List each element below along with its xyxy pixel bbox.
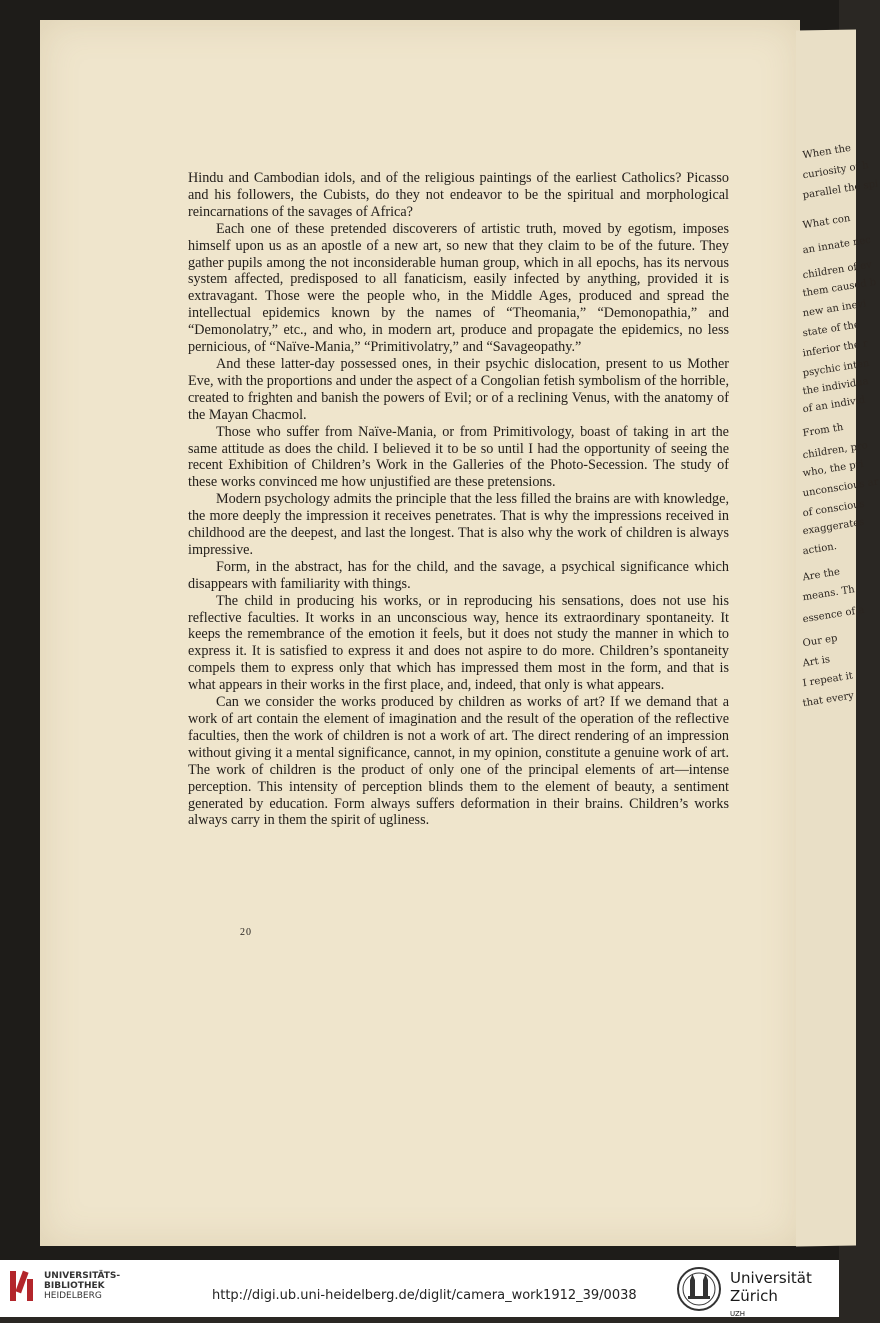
adjacent-page-text: of an individ <box>802 394 866 416</box>
paragraph: And these latter-day possessed ones, in their psychic dislocation, present to us Mother Eve, with the proportions and under the aspect of a Congolian fetish symbolism of the horrible, created to frighten and banish the powers of Evil; or of a reclining Venus, with the anatomy of the Mayan Chacmol. <box>188 355 729 423</box>
adjacent-page-text: Are the <box>802 566 841 584</box>
page-number: 20 <box>240 927 252 938</box>
adjacent-page-text: From th <box>802 422 844 440</box>
adjacent-page-text: parallel the spi <box>802 178 879 202</box>
paragraph: Can we consider the works produced by children as works of art? If we demand that a work of art contain the element of imagination and the result of the operation of the reflective faculties, then the work of children is not a work of art. The direct rendering of an impression without giving it a mental significance, cannot, in my opinion, constitute a genuine work of art. The work of children is the product of only one of the principal elements of art—intense perception. This intensity of perception blinds them to the element of beauty, a sentiment generated by education. Form always suffers deformation in their brains. Children’s works always carry in them the spirit of ugliness. <box>188 694 729 829</box>
library-name-line1: UNIVERSITÄTS- <box>44 1271 121 1281</box>
adjacent-page-text: of conscious <box>802 498 866 520</box>
university-city: Zürich <box>730 1287 778 1305</box>
paragraph: Each one of these pretended discoverers of artistic truth, moved by egotism, imposes himself upon us as an apostle of a new art, so new that they claim to be of the future. They gather pupils among the not inconsiderable human group, which in all epochs, has its nervous system affected, predisposed to all fanaticism, easily infected by anything, provided it is extravagant. Those were the people who, in the Middle Ages, produced and spread the intellectual epidemics known by the names of “Theomania,” “Demonopathia,” and “Demonolatry,” etc., and who, in modern art, produce and propagate the epidemics, no less pernicious, of “Naïve-Mania,” “Primitivolatry,” and “Savageopathy.” <box>188 220 729 356</box>
university-abbrev: UZH <box>730 1310 746 1318</box>
document-url[interactable]: http://digi.ub.uni-heidelberg.de/diglit/camera_work1912_39/0038 <box>212 1288 637 1303</box>
adjacent-page-text: an innate nec <box>802 234 872 257</box>
adjacent-page-text: means. Th <box>802 584 856 604</box>
zurich-seal-icon <box>676 1266 722 1312</box>
adjacent-page-text: essence of a <box>802 604 866 626</box>
adjacent-page-text: new an inevi <box>802 298 868 320</box>
adjacent-page-text: When the <box>802 142 852 162</box>
adjacent-page-text: who, the pri <box>802 458 865 480</box>
viewer-footer <box>0 1260 839 1317</box>
adjacent-page-text: exaggerates <box>802 516 865 538</box>
paragraph: Modern psychology admits the principle that the less filled the brains are with knowledge, the more deeply the impression it receives penetrates. That is why the impressions received in childhood are the deepest, and last the longest. That is also why the work of children is always impressive. <box>188 491 729 558</box>
paragraph: Those who suffer from Naïve-Mania, or from Primitivology, boast of taking in art the same attitude as does the child. I believed it to be so until I had the opportunity of seeing the recent Exhibition of Children’s Work in the Galleries of the Photo-Secession. The study of these works convinced me how unjustified are these pretensions. <box>188 423 729 491</box>
university-name-line1: Universität <box>730 1269 812 1287</box>
adjacent-page-text: psychic inten <box>802 357 871 380</box>
library-name-line3: HEIDELBERG <box>44 1291 102 1301</box>
paragraph: The child in producing his works, or in reproducing his sensations, does not use his reflective faculties. It works in an unconscious way, hence its extraordinary spontaneity. It keeps the remembrance of the emotion it feels, but it does not study the manner in which to express it. It is satisfied to express it and does not aspire to do more. Children’s spontaneity compels them to express only that which has impressed them most in the form, and that is what appears in their works in the first place, and, indeed, that only is what appears. <box>188 592 729 694</box>
adjacent-page-text: action. <box>802 541 838 558</box>
university-name <box>730 1269 812 1323</box>
body-text <box>188 170 729 829</box>
library-name <box>44 1271 120 1301</box>
adjacent-page-text: children of ev <box>802 259 873 282</box>
adjacent-page-text: curiosity of h <box>802 160 870 182</box>
adjacent-page-text: unconscious ar <box>802 476 880 500</box>
adjacent-page-text: state of the <box>802 319 861 340</box>
adjacent-page-text: that every <box>802 690 855 710</box>
adjacent-page-text: them caused b <box>802 276 877 300</box>
library-name-line2: BIBLIOTHEK <box>44 1281 105 1291</box>
adjacent-page-text: inferior the r <box>802 338 869 360</box>
adjacent-page-text: I repeat it <box>802 670 854 690</box>
adjacent-page-edge <box>796 29 880 1246</box>
adjacent-page-text: the individua <box>802 376 870 398</box>
adjacent-page-text: children, pro <box>802 440 869 462</box>
adjacent-page-text: Our ep <box>802 632 839 650</box>
paragraph: Hindu and Cambodian idols, and of the religious paintings of the earliest Catholics? Picasso and his followers, the Cubists, do they not endeavor to be the spiritual and morphological reincarnations of the savages of Africa? <box>188 170 729 220</box>
university-name-line2 <box>730 1287 812 1323</box>
paragraph: Form, in the abstract, has for the child, and the savage, a psychical significance which disappears with familiarity with things. <box>188 558 729 592</box>
heidelberg-library-logo-icon <box>8 1269 36 1303</box>
adjacent-page-text: Art is <box>802 654 831 670</box>
adjacent-page-text: What con <box>802 212 852 232</box>
